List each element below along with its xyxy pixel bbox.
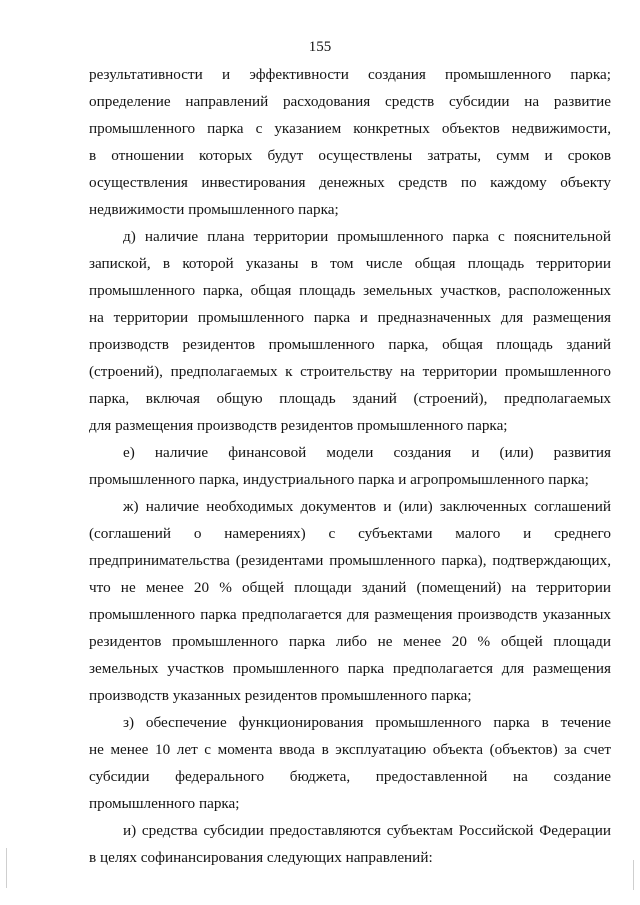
text-line: на территории промышленного парка и предназначенных для размещения bbox=[89, 309, 611, 326]
text-line: осуществления инвестирования денежных средств по каждому объекту bbox=[89, 174, 611, 191]
text-line: д) наличие плана территории промышленного парка с пояснительной bbox=[123, 228, 611, 245]
text-line: земельных участков промышленного парка предполагается для размещения bbox=[89, 660, 611, 677]
text-line: е) наличие финансовой модели создания и (или) развития bbox=[123, 444, 611, 461]
paragraph-continuation bbox=[89, 61, 611, 223]
text-line: резидентов промышленного парка либо не менее 20 % общей площади bbox=[89, 633, 611, 650]
text-line: промышленного парка, индустриального парка и агропромышленного парка; bbox=[89, 471, 589, 488]
text-line: и) средства субсидии предоставляются субъектам Российской Федерации bbox=[123, 822, 611, 839]
text-line: не менее 10 лет с момента ввода в эксплуатацию объекта (объектов) за счет bbox=[89, 741, 611, 758]
document-body bbox=[89, 61, 611, 871]
text-line: в отношении которых будут осуществлены затраты, сумм и сроков bbox=[89, 147, 611, 164]
text-line: (строений), предполагаемых к строительству на территории промышленного bbox=[89, 363, 611, 380]
paragraph-i bbox=[89, 817, 611, 871]
text-line: что не менее 20 % общей площади зданий (помещений) на территории bbox=[89, 579, 611, 596]
text-line: результативности и эффективности создания промышленного парка; bbox=[89, 66, 611, 83]
scan-edge-mark bbox=[6, 848, 7, 888]
text-line: недвижимости промышленного парка; bbox=[89, 201, 339, 218]
text-line: субсидии федерального бюджета, предоставленной на создание bbox=[89, 768, 611, 785]
text-line: промышленного парка, общая площадь земельных участков, расположенных bbox=[89, 282, 611, 299]
text-line: ж) наличие необходимых документов и (или) заключенных соглашений bbox=[123, 498, 611, 515]
text-line: производств указанных резидентов промышленного парка; bbox=[89, 687, 472, 704]
text-line: предпринимательства (резидентами промышленного парка), подтверждающих, bbox=[89, 552, 611, 569]
text-line: парка, включая общую площадь зданий (строений), предполагаемых bbox=[89, 390, 611, 407]
page-number: 155 bbox=[308, 39, 332, 55]
text-line: запиской, в которой указаны в том числе общая площадь территории bbox=[89, 255, 611, 272]
text-line: (соглашений о намерениях) с субъектами малого и среднего bbox=[89, 525, 611, 542]
paragraph-e bbox=[89, 439, 611, 493]
text-line: в целях софинансирования следующих направлений: bbox=[89, 849, 433, 866]
text-line: з) обеспечение функционирования промышленного парка в течение bbox=[123, 714, 611, 731]
paragraph-z bbox=[89, 709, 611, 817]
text-line: промышленного парка; bbox=[89, 795, 240, 812]
paragraph-d bbox=[89, 223, 611, 439]
text-line: для размещения производств резидентов промышленного парка; bbox=[89, 417, 508, 434]
paragraph-zh bbox=[89, 493, 611, 709]
scan-edge-mark bbox=[633, 860, 634, 890]
text-line: определение направлений расходования средств субсидии на развитие bbox=[89, 93, 611, 110]
text-line: производств резидентов промышленного парка, общая площадь зданий bbox=[89, 336, 611, 353]
text-line: промышленного парка с указанием конкретных объектов недвижимости, bbox=[89, 120, 611, 137]
text-line: промышленного парка предполагается для размещения производств указанных bbox=[89, 606, 611, 623]
